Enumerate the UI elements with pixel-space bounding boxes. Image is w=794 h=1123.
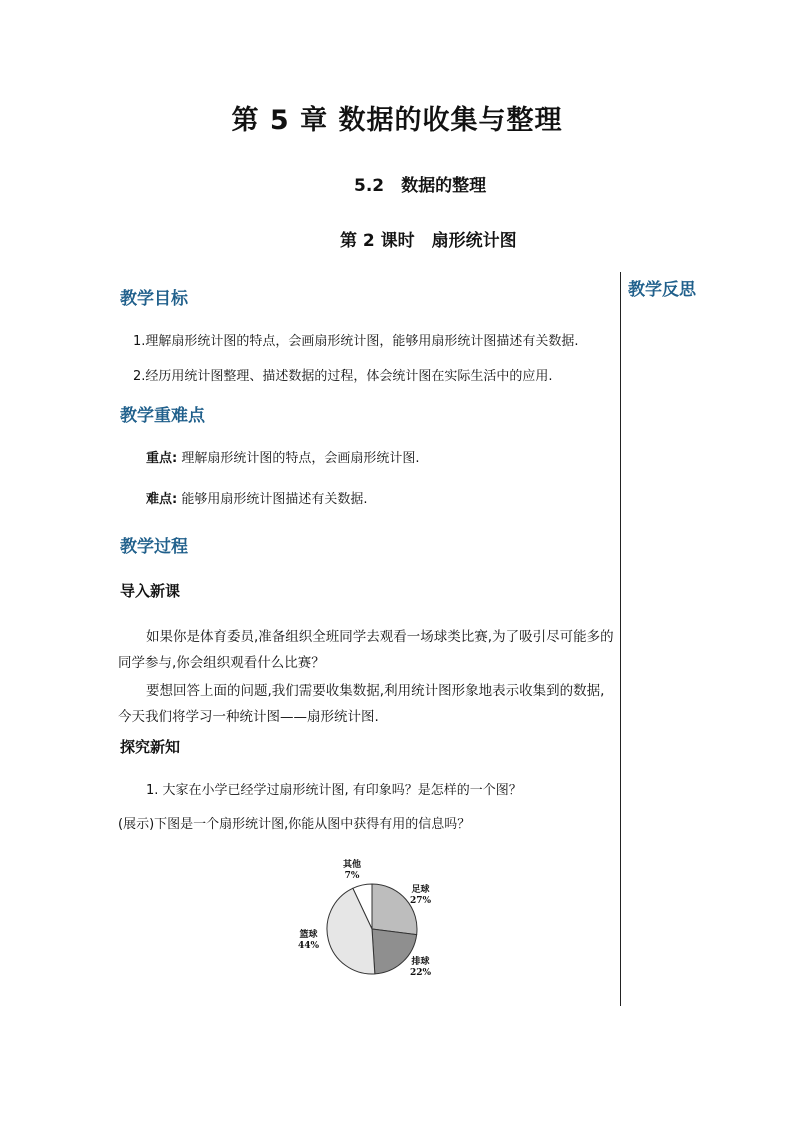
intro-heading: 导入新课: [120, 582, 181, 600]
pie-category-basketball: 篮球: [299, 930, 318, 940]
difficulty-label: 难点:: [146, 492, 178, 507]
chapter-title: 第 5 章 数据的收集与整理: [231, 105, 563, 136]
pie-category-volleyball: 排球: [411, 957, 430, 967]
pie-value-other: 7%: [344, 871, 360, 881]
focus-line: [146, 446, 419, 472]
pie-label-other: [343, 860, 361, 882]
pie-label-basketball: [298, 930, 319, 952]
objectives-heading: 教学目标: [120, 289, 188, 309]
objective-item-2: 2.经历用统计图整理、描述数据的过程，体会统计图在实际生活中的应用.: [133, 369, 553, 384]
intro-paragraph-2: 要想回答上面的问题,我们需要收集数据,利用统计图形象地表示收集到的数据,今天我们将学习一种统计图——扇形统计图.: [118, 683, 605, 725]
explore-question-2: (展示)下图是一个扇形统计图,你能从图中获得有用的信息吗？: [118, 817, 471, 832]
pie-category-other: 其他: [343, 860, 362, 870]
objective-item-1: 1.理解扇形统计图的特点，会画扇形统计图，能够用扇形统计图描述有关数据.: [133, 334, 579, 349]
process-heading: 教学过程: [120, 537, 188, 557]
reflection-heading: 教学反思: [628, 280, 696, 300]
pie-category-football: 足球: [411, 885, 430, 895]
difficulty-text: 能够用扇形统计图描述有关数据.: [181, 492, 368, 507]
pie-label-football: [410, 885, 431, 907]
pie-value-volleyball: 22%: [410, 968, 432, 978]
difficulty-line: [146, 487, 367, 513]
pie-label-volleyball: [410, 957, 431, 979]
focus-label: 重点:: [146, 451, 178, 466]
intro-paragraph-1: 如果你是体育委员,准备组织全班同学去观看一场球类比赛,为了吸引尽可能多的同学参与,你会组织观看什么比赛？: [118, 629, 614, 671]
reflection-divider: [620, 272, 621, 1006]
focus-text: 理解扇形统计图的特点，会画扇形统计图.: [181, 451, 420, 466]
pie-value-football: 27%: [410, 896, 432, 906]
key-points-heading: 教学重难点: [120, 406, 205, 426]
section-title: 5.2 数据的整理: [354, 176, 487, 196]
explore-question-1: 1. 大家在小学已经学过扇形统计图, 有印象吗？是怎样的一个图？: [146, 783, 522, 798]
explore-heading: 探究新知: [120, 738, 181, 756]
pie-value-basketball: 44%: [298, 941, 320, 951]
lesson-title: 第 2 课时 扇形统计图: [340, 231, 517, 251]
